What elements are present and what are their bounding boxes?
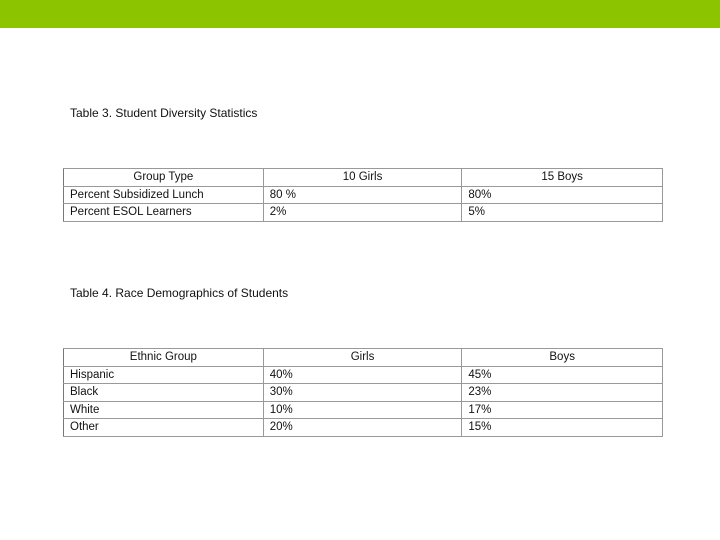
table-header-row — [64, 169, 663, 187]
table-row — [64, 384, 663, 402]
girls-value: 10% — [263, 401, 462, 419]
race-demographics-table — [63, 348, 663, 437]
header-bar — [0, 0, 720, 28]
row-label: Hispanic — [64, 366, 264, 384]
girls-value: 2% — [263, 204, 462, 222]
column-header: Girls — [263, 349, 462, 367]
boys-value: 15% — [462, 419, 663, 437]
table-row — [64, 401, 663, 419]
column-header: 10 Girls — [263, 169, 462, 187]
row-label: White — [64, 401, 264, 419]
column-header: Ethnic Group — [64, 349, 264, 367]
boys-value: 23% — [462, 384, 663, 402]
girls-value: 40% — [263, 366, 462, 384]
column-header: 15 Boys — [462, 169, 663, 187]
girls-value: 30% — [263, 384, 462, 402]
column-header: Group Type — [64, 169, 264, 187]
boys-value: 80% — [462, 186, 663, 204]
table-header-row — [64, 349, 663, 367]
row-label: Other — [64, 419, 264, 437]
table-row — [64, 186, 663, 204]
table4-caption: Table 4. Race Demographics of Students — [70, 286, 289, 300]
table3-caption: Table 3. Student Diversity Statistics — [70, 106, 258, 120]
student-diversity-table — [63, 168, 663, 222]
table-row — [64, 419, 663, 437]
girls-value: 80 % — [263, 186, 462, 204]
row-label: Percent Subsidized Lunch — [64, 186, 264, 204]
boys-value: 17% — [462, 401, 663, 419]
table-row — [64, 366, 663, 384]
girls-value: 20% — [263, 419, 462, 437]
table-row — [64, 204, 663, 222]
row-label: Black — [64, 384, 264, 402]
column-header: Boys — [462, 349, 663, 367]
boys-value: 5% — [462, 204, 663, 222]
boys-value: 45% — [462, 366, 663, 384]
row-label: Percent ESOL Learners — [64, 204, 264, 222]
